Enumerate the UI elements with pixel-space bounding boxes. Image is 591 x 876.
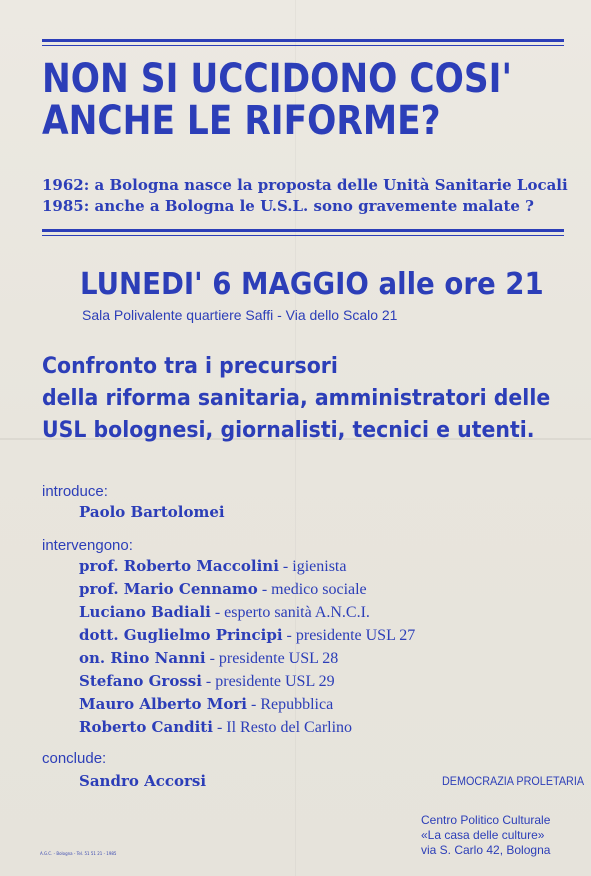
subtitle-line-1: 1962: a Bologna nasce la proposta delle Unità Sanitarie Locali <box>42 176 568 194</box>
speaker-role: - medico sociale <box>257 581 367 598</box>
subtitle-line-2: 1985: anche a Bologna le U.S.L. sono gravemente malate ? <box>42 197 534 215</box>
speaker-role: - Repubblica <box>247 696 334 713</box>
speaker-name: Stefano Grossi <box>79 672 202 690</box>
top-rule-thin <box>42 45 564 46</box>
introduce-label: introduce: <box>42 483 108 500</box>
speaker-name: on. Rino Nanni <box>79 649 206 667</box>
speaker-name: prof. Mario Cennamo <box>79 580 258 598</box>
middle-rule-thick <box>42 229 564 232</box>
speaker-role: - presidente USL 27 <box>282 627 416 644</box>
topic-line-1: Confronto tra i precursori <box>42 354 338 379</box>
headline <box>42 56 512 144</box>
speaker-name: Mauro Alberto Mori <box>79 695 247 713</box>
headline-line-1: NON SI UCCIDONO COSI' <box>42 56 512 102</box>
event-venue: Sala Polivalente quartiere Saffi - Via dello Scalo 21 <box>82 307 398 323</box>
speaker-name: dott. Guglielmo Principi <box>79 626 283 644</box>
speaker-item <box>79 579 367 600</box>
speaker-role: - presidente USL 28 <box>205 650 339 667</box>
moderator-name-text: Paolo Bartolomei <box>79 503 225 521</box>
speaker-item <box>79 671 335 692</box>
speaker-item <box>79 694 333 715</box>
concluding-speaker-name: Sandro Accorsi <box>79 772 207 790</box>
speaker-name: Luciano Badiali <box>79 603 211 621</box>
middle-rule-thin <box>42 235 564 236</box>
speaker-name: prof. Roberto Maccolini <box>79 557 279 575</box>
topic-line-3: USL bolognesi, giornalisti, tecnici e utenti. <box>42 418 535 443</box>
speaker-item <box>79 717 352 738</box>
speaker-item <box>79 602 370 623</box>
organizer-party: DEMOCRAZIA PROLETARIA <box>442 774 585 788</box>
speaker-item <box>79 648 338 669</box>
printer-imprint: A.G.C. - Bologna - Tel. 51 51 21 - 1985 <box>40 851 117 856</box>
concluding-speaker <box>79 771 206 791</box>
speaker-role: - esperto sanità A.N.C.I. <box>210 604 370 621</box>
headline-line-2: ANCHE LE RIFORME? <box>42 98 441 144</box>
organizer-center-address: via S. Carlo 42, Bologna <box>421 843 551 857</box>
speaker-role: - igienista <box>278 558 347 575</box>
top-rule-thick <box>42 39 564 42</box>
topic-line-2: della riforma sanitaria, amministratori delle <box>42 386 551 411</box>
intervengono-label: intervengono: <box>42 537 133 554</box>
conclude-label: conclude: <box>42 750 107 767</box>
speaker-role: - Il Resto del Carlino <box>212 719 353 736</box>
speaker-item <box>79 556 346 577</box>
moderator-name <box>79 502 225 522</box>
event-date: LUNEDI' 6 MAGGIO alle ore 21 <box>80 267 544 302</box>
speaker-item <box>79 625 415 646</box>
speaker-name: Roberto Canditi <box>79 718 213 736</box>
organizer-center-name: Centro Politico Culturale <box>421 813 551 827</box>
organizer-center-subtitle: «La casa delle culture» <box>421 828 545 842</box>
speaker-role: - presidente USL 29 <box>201 673 335 690</box>
